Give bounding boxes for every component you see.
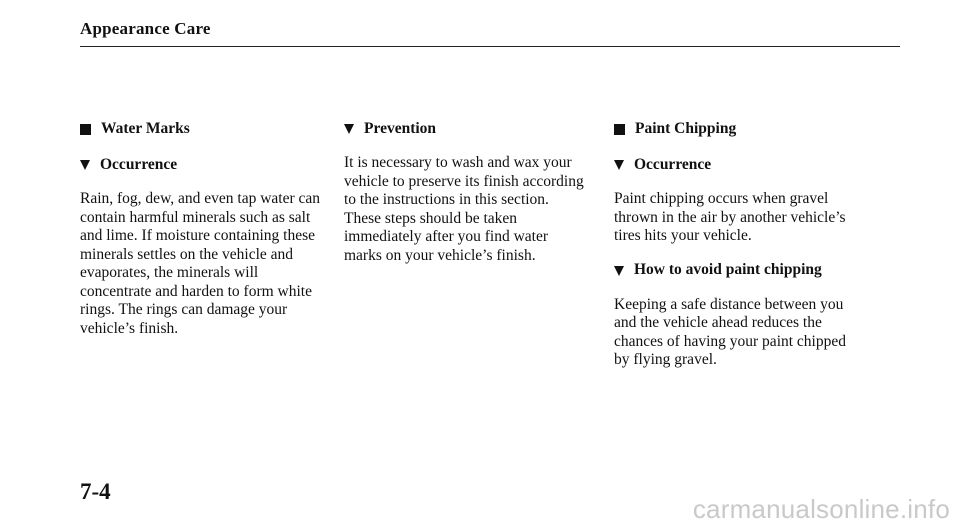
text-line: contain harmful minerals such as salt	[80, 208, 311, 226]
triangle-bullet-icon	[80, 160, 90, 170]
paragraph-occurrence	[614, 190, 904, 246]
watermark-text: carmanualsonline.info	[692, 494, 950, 524]
sub-heading-text: How to avoid paint chipping	[634, 261, 822, 279]
text-line: Keeping a safe distance between you	[614, 295, 844, 313]
sub-heading-avoid-paint-chipping	[614, 260, 904, 282]
paragraph-prevention	[344, 154, 619, 265]
sub-heading-text: Prevention	[364, 119, 437, 137]
text-line: by flying gravel.	[614, 351, 717, 368]
text-line: tires hits your vehicle.	[614, 227, 752, 244]
sub-heading-text: Occurrence	[100, 155, 178, 173]
text-line: rings. The rings can damage your	[80, 301, 288, 318]
page-number: 7-4	[80, 479, 111, 504]
text-line: thrown in the air by another vehicle’s	[614, 208, 846, 226]
column-prevention	[344, 118, 619, 265]
text-line: Paint chipping occurs when gravel	[614, 190, 829, 207]
section-heading-text: Water Marks	[101, 119, 190, 137]
section-heading-water-marks	[80, 118, 340, 140]
column-water-marks	[80, 118, 340, 338]
sub-heading-occurrence	[614, 154, 904, 176]
triangle-bullet-icon	[614, 160, 624, 170]
text-line: immediately after you find water	[344, 228, 549, 245]
sub-heading-text: Occurrence	[634, 155, 712, 173]
section-heading-paint-chipping	[614, 118, 904, 140]
header-divider	[80, 46, 900, 47]
square-bullet-icon	[80, 124, 91, 135]
sub-heading-occurrence	[80, 154, 340, 176]
text-line: It is necessary to wash and wax your	[344, 154, 572, 171]
paragraph-occurrence	[80, 190, 340, 338]
text-line: minerals settles on the vehicle and	[80, 245, 294, 263]
text-line: marks on your vehicle’s finish.	[344, 246, 536, 264]
text-line: vehicle to preserve its finish according	[344, 172, 584, 190]
text-line: Rain, fog, dew, and even tap water can	[80, 190, 321, 207]
square-bullet-icon	[614, 124, 625, 135]
text-line: evaporates, the minerals will	[80, 264, 259, 281]
sub-heading-prevention	[344, 118, 619, 140]
column-paint-chipping	[614, 118, 904, 370]
text-line: chances of having your paint chipped	[614, 332, 846, 350]
text-line: to the instructions in this section.	[344, 191, 549, 208]
text-line: concentrate and harden to form white	[80, 282, 312, 300]
text-line: vehicle’s finish.	[80, 319, 179, 337]
triangle-bullet-icon	[344, 124, 354, 134]
triangle-bullet-icon	[614, 266, 624, 276]
page-header-title: Appearance Care	[80, 19, 211, 38]
text-line: These steps should be taken	[344, 209, 518, 227]
paragraph-avoid-paint-chipping	[614, 296, 904, 370]
text-line: and lime. If moisture containing these	[80, 227, 316, 244]
section-heading-text: Paint Chipping	[635, 119, 737, 137]
text-line: and the vehicle ahead reduces the	[614, 314, 822, 331]
